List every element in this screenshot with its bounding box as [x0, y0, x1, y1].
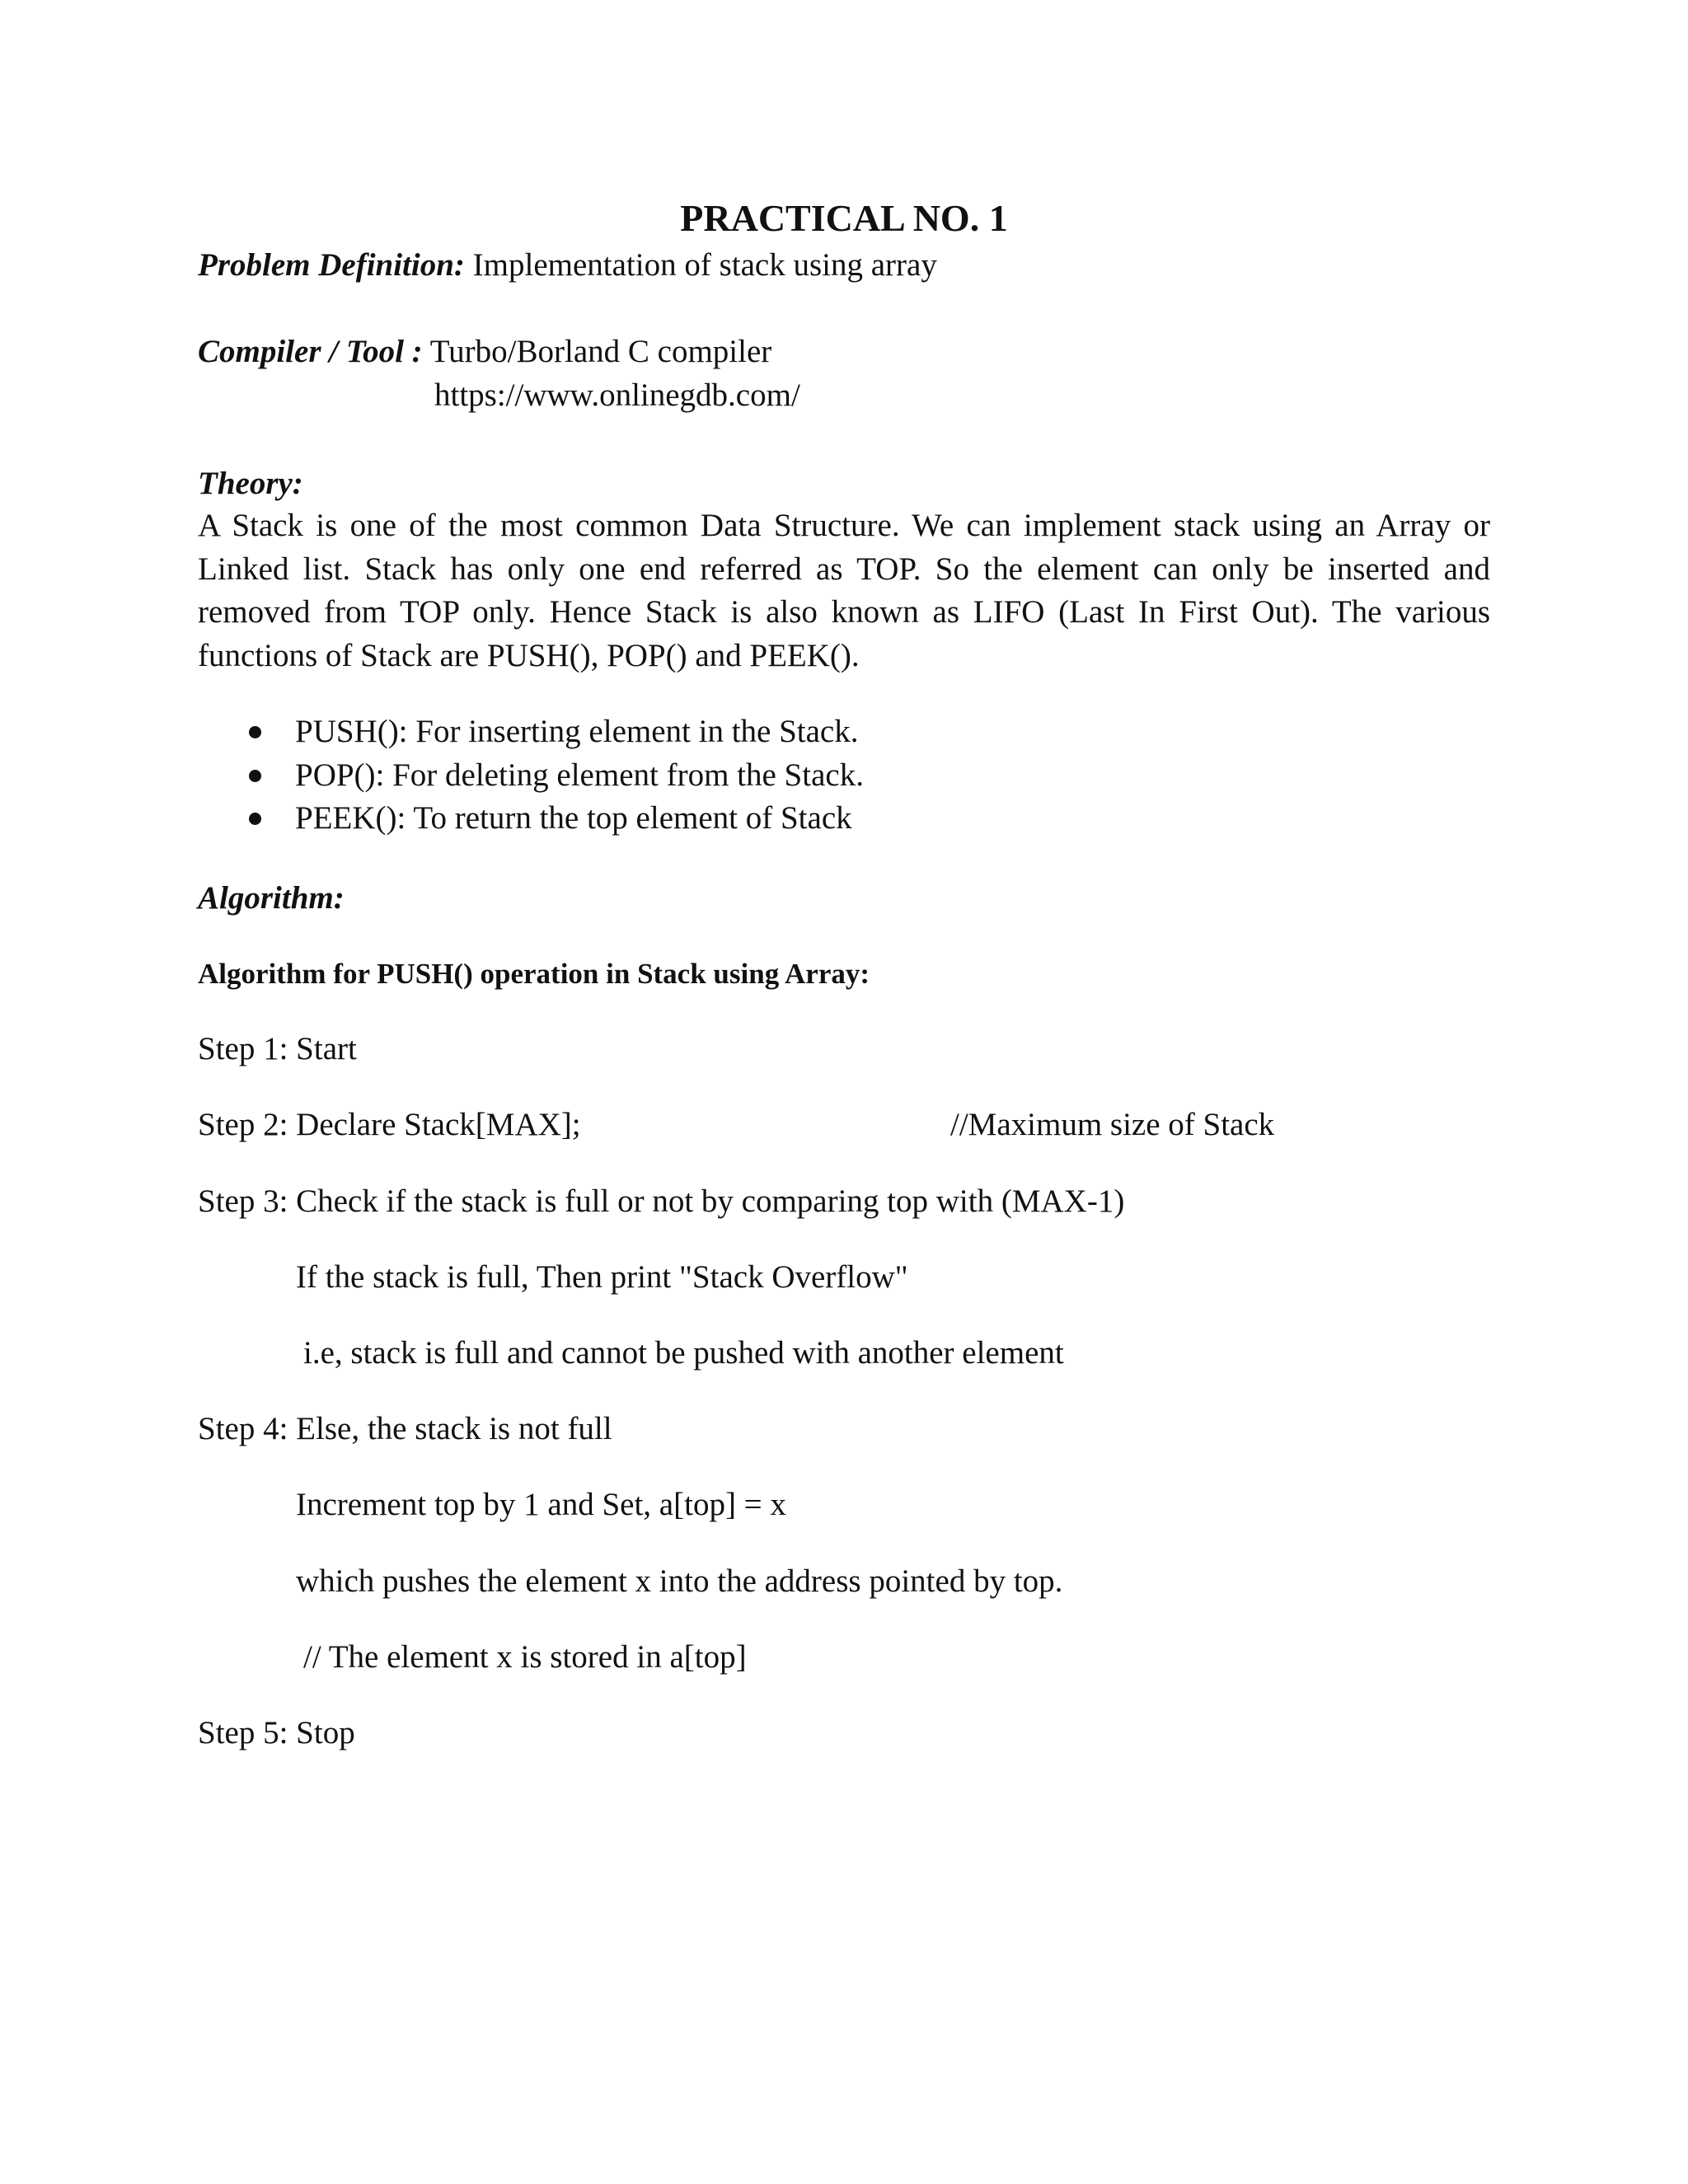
theory-label: Theory: [198, 466, 303, 501]
step-3-detail-1: If the stack is full, Then print "Stack Overflow" [296, 1259, 908, 1295]
step-3: Step 3: Check if the stack is full or not by comparing top with (MAX-1) [198, 1183, 1125, 1219]
compiler-tool-text: Turbo/Borland C compiler [422, 334, 772, 369]
compiler-url: https://www.onlinegdb.com/ [434, 377, 800, 413]
step-4: Step 4: Else, the stack is not full [198, 1411, 612, 1446]
list-item-text: PUSH(): For inserting element in the Stack. [295, 714, 859, 749]
problem-definition [198, 244, 937, 287]
step-4-detail-3: // The element x is stored in a[top] [303, 1639, 747, 1675]
theory-paragraph: A Stack is one of the most common Data Structure. We can implement stack using an Array or Linked list. Stack has only one end referred as TOP. So the element can only be inserted and removed from TOP only. Hence Stack is also known as LIFO (Last In First Out). The various functions of Stack are PUSH(), POP() and PEEK(). [198, 508, 1490, 673]
list-item [198, 797, 864, 841]
step-1: Step 1: Start [198, 1031, 357, 1066]
step-2-comment: //Maximum size of Stack [950, 1107, 1275, 1142]
step-3-detail-2: i.e, stack is full and cannot be pushed with another element [303, 1335, 1064, 1371]
page-title: PRACTICAL NO. 1 [680, 197, 1008, 239]
problem-definition-label: Problem Definition: [198, 247, 465, 283]
bullet-icon [249, 813, 261, 825]
problem-definition-text: Implementation of stack using array [464, 247, 937, 283]
compiler-tool-label: Compiler / Tool : [198, 334, 423, 369]
step-4-detail-2: which pushes the element x into the address pointed by top. [296, 1563, 1063, 1599]
step-5: Step 5: Stop [198, 1715, 355, 1750]
list-item [198, 710, 864, 754]
list-item-text: POP(): For deleting element from the Stack. [295, 757, 864, 793]
bullet-icon [249, 726, 261, 738]
step-4-detail-1: Increment top by 1 and Set, a[top] = x [296, 1487, 786, 1522]
theory-function-list [198, 710, 864, 841]
list-item [198, 754, 864, 798]
list-item-text: PEEK(): To return the top element of Stack [295, 800, 852, 836]
algorithm-subheading: Algorithm for PUSH() operation in Stack using Array: [198, 958, 870, 990]
bullet-icon [249, 770, 261, 782]
compiler-tool [198, 330, 771, 373]
algorithm-label: Algorithm: [198, 880, 345, 916]
step-2: Step 2: Declare Stack[MAX]; [198, 1107, 581, 1142]
